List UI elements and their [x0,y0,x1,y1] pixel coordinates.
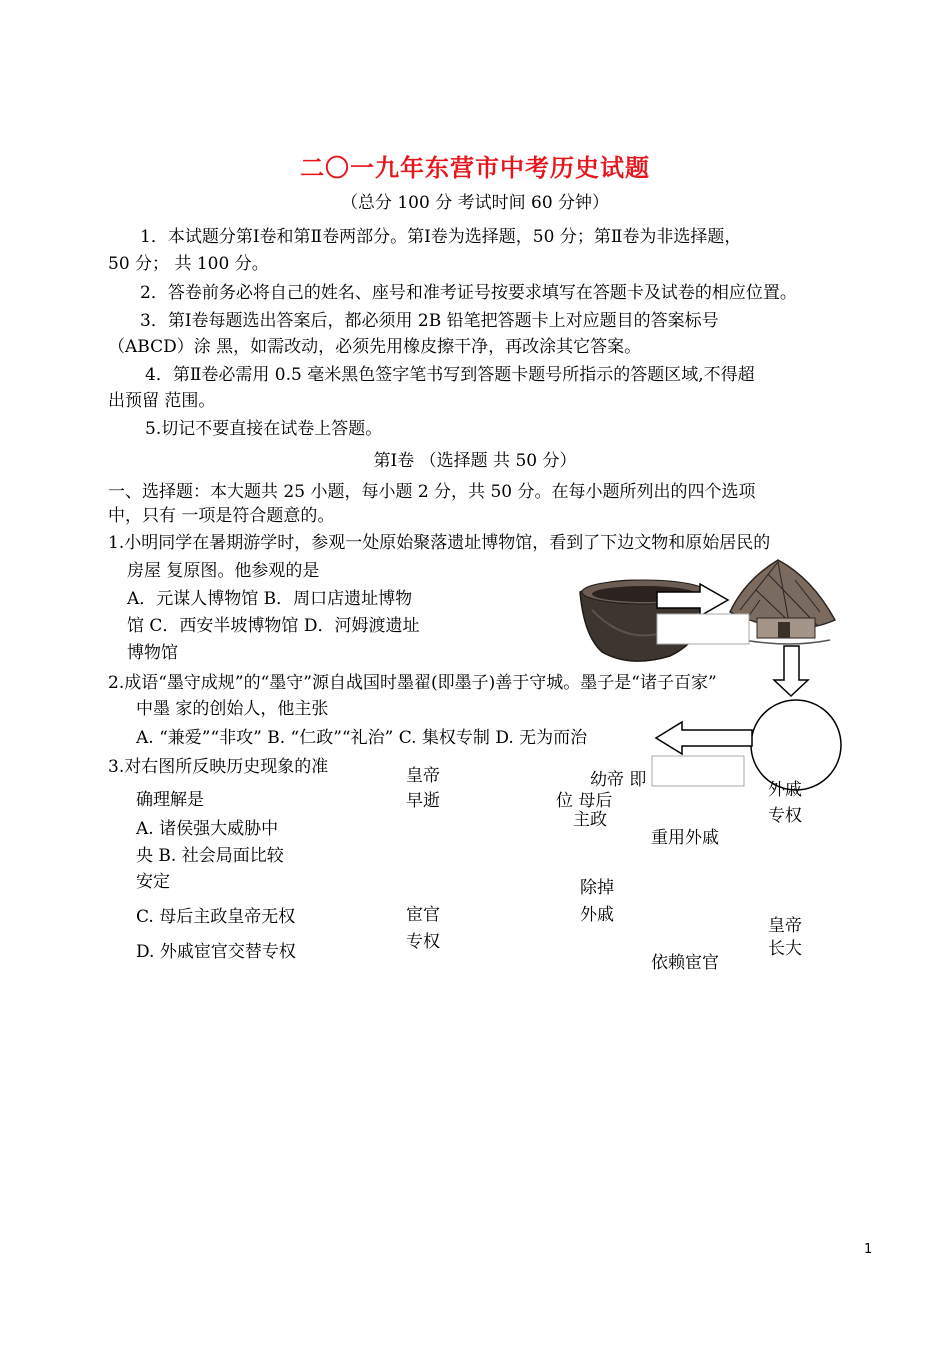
q1-stem: 1.小明同学在暑期游学时，参观一处原始聚落遗址博物馆，看到了下边文物和原始居民的 [108,533,771,553]
node-rely-eunuchs: 依赖宦官 [651,953,719,973]
node-emperor-grows: 皇帝 [768,916,802,936]
node-rely-consorts: 重用外戚 [651,828,719,848]
node-eunuch-power-2: 专权 [406,932,440,952]
q1-options-2: 馆 C．西安半坡博物馆 D．河姆渡遗址 [127,616,420,636]
empty-box-2 [652,756,744,786]
instruction-4: 4．第Ⅱ卷必需用 0.5 毫米黑色签字笔书写到答题卡题号所指示的答题区域,不得超 [145,365,755,385]
empty-box [657,614,749,644]
instruction-2: 2．答卷前务必将自己的姓名、座号和准考证号按要求填写在答题卡及试卷的相应位置。 [140,283,797,303]
node-remove-consorts-2: 外戚 [580,905,614,925]
node-consort-power: 外戚 [768,780,802,800]
q3-option-b: 央 B. 社会局面比较 [136,846,284,866]
exam-info: （总分 100 分 考试时间 60 分钟） [340,193,610,213]
section1-header: 第Ⅰ卷 （选择题 共 50 分） [373,451,577,471]
q3-stem: 3.对右图所反映历史现象的准 [108,757,329,777]
arrow-left [656,722,752,754]
node-consort-power-2: 专权 [768,806,802,826]
part1-intro: 一、选择题：本大题共 25 小题，每小题 2 分，共 50 分。在每小题所列出的四个选项 [108,482,756,502]
q2-options: A. “兼爱”“非攻” B. “仁政”“礼治” C. 集权专制 D. 无为而治 [136,728,588,748]
q3-option-d: D. 外戚宦官交替专权 [136,942,296,962]
node-young-emperor-3: 主政 [573,810,607,830]
node-emperor-dies-2: 早逝 [406,791,440,811]
q3-stem-cont: 确理解是 [136,790,204,810]
instruction-5: 5.切记不要直接在试卷上答题。 [145,419,383,439]
node-emperor-grows-2: 长大 [768,939,802,959]
node-young-emperor: 幼帝 即 [590,770,647,790]
instruction-4-cont: 出预留 范围。 [108,391,216,411]
node-remove-consorts: 除掉 [580,878,614,898]
diagram-circle [751,700,841,790]
page-title: 二〇一九年东营市中考历史试题 [300,154,650,182]
instruction-3-cont: （ABCD）涂 黑，如需改动，必须先用橡皮擦干净，再改涂其它答案。 [108,337,642,357]
q3-option-a: A. 诸侯强大威胁中 [136,819,279,839]
instruction-1: 1．本试题分第Ⅰ卷和第Ⅱ卷两部分。第Ⅰ卷为选择题，50 分；第Ⅱ卷为非选择题， [140,227,742,247]
node-young-emperor-2: 位 母后 [556,791,613,811]
instruction-1-cont: 50 分； 共 100 分。 [108,254,269,274]
node-emperor-dies: 皇帝 [406,766,440,786]
arrow-down [774,646,808,696]
page-number: 1 [864,1242,873,1257]
q1-options-1: A．元谋人博物馆 B．周口店遗址博物 [127,589,413,609]
q1-stem-cont: 房屋 复原图。他参观的是 [127,561,320,581]
q2-stem-cont: 中墨 家的创始人，他主张 [136,699,329,719]
q3-option-b-cont: 安定 [136,872,170,892]
node-eunuch-power: 宦官 [406,905,440,925]
q3-option-c: C. 母后主政皇帝无权 [136,907,296,927]
instruction-3: 3．第Ⅰ卷每题选出答案后，都必须用 2B 铅笔把答题卡上对应题目的答案标号 [140,311,719,331]
q2-stem: 2.成语“墨守成规”的“墨守”源自战国时墨翟(即墨子)善于守城。墨子是“诸子百家” [108,673,717,693]
q1-options-3: 博物馆 [127,643,178,663]
part1-intro-cont: 中，只有 一项是符合题意的。 [108,506,335,526]
